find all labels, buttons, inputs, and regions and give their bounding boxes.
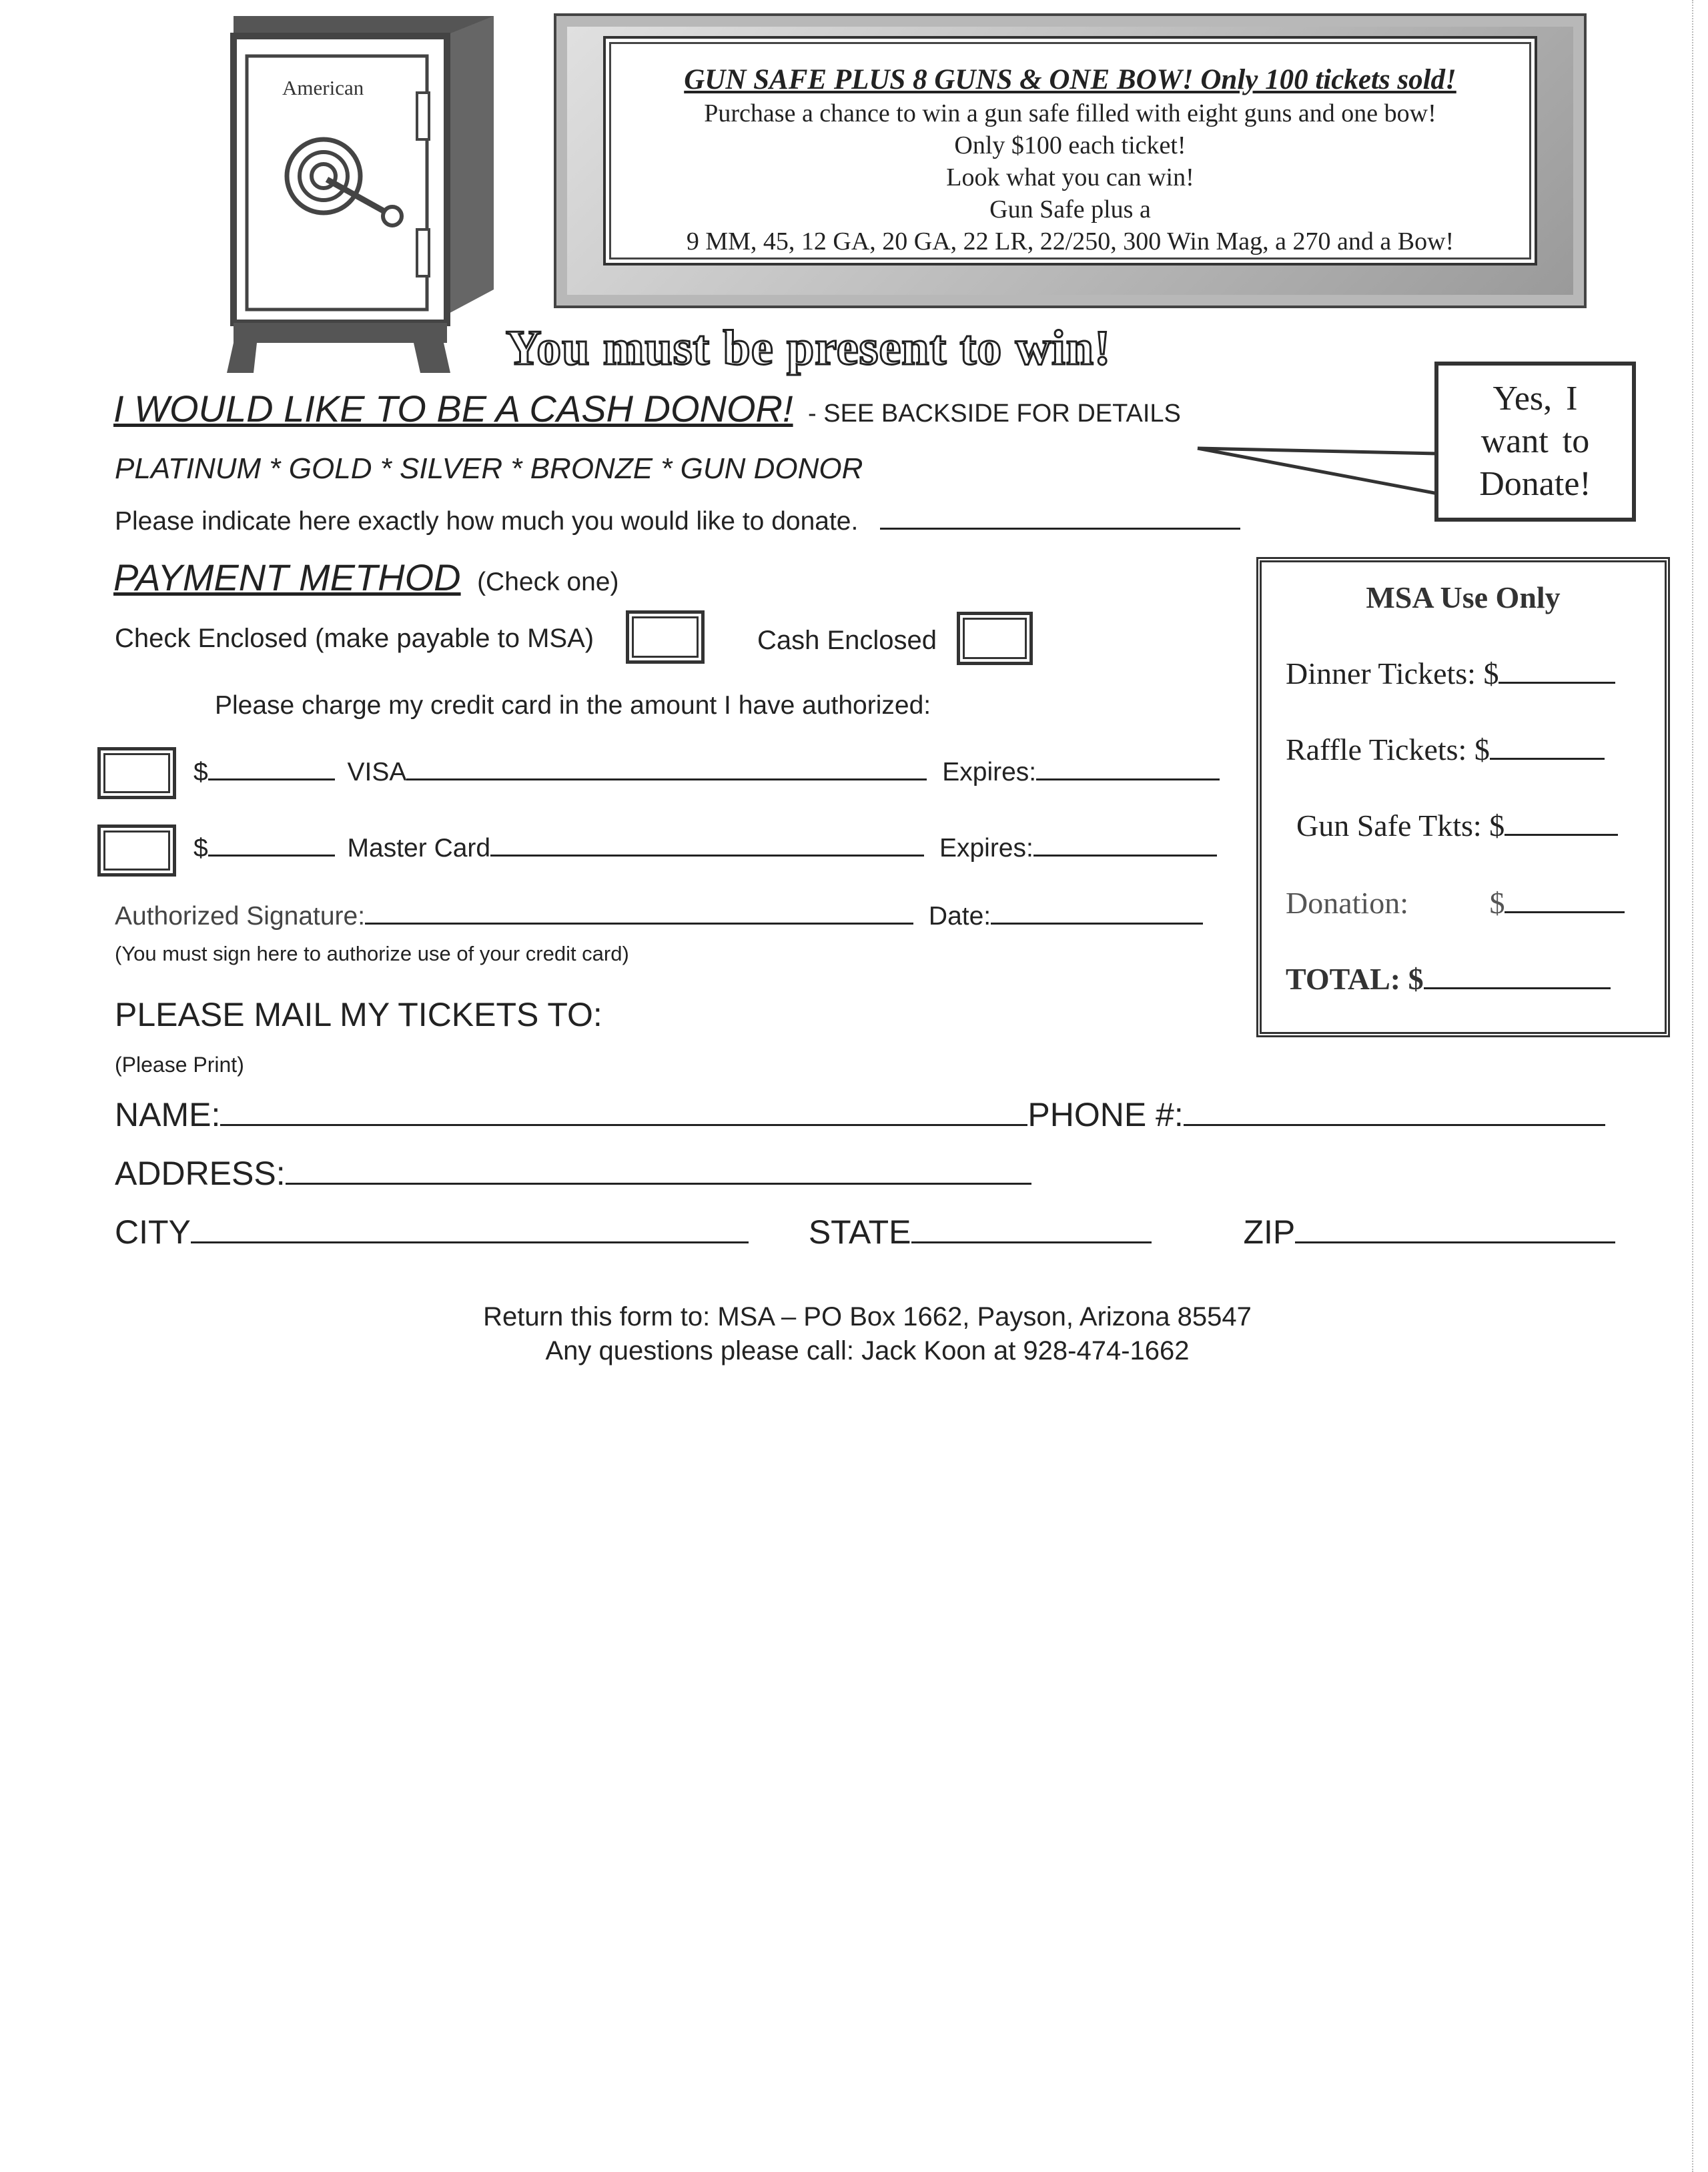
signature-field[interactable] [365,922,913,925]
total-label: TOTAL: $ [1286,962,1424,996]
visa-amount-field[interactable] [208,778,335,780]
gun-safe-tickets-label: Gun Safe Tkts: $ [1296,808,1505,843]
visa-card-number-field[interactable] [406,778,927,780]
cash-donor-heading: I WOULD LIKE TO BE A CASH DONOR! [113,388,793,430]
banner-line-4: Gun Safe plus a [989,195,1151,223]
name-field[interactable] [220,1123,1027,1126]
visa-label: VISA [347,758,407,786]
return-address: Return this form to: MSA – PO Box 1662, Payson, Arizona 85547 [483,1302,1252,1331]
please-print-note: (Please Print) [115,1053,244,1077]
mc-amount-field[interactable] [208,854,335,857]
banner-line-3: Look what you can win! [946,163,1194,191]
mastercard-checkbox[interactable] [97,825,176,877]
raffle-tickets-field[interactable] [1490,757,1605,760]
visa-expires-label: Expires: [942,758,1037,786]
banner-line-2: Only $100 each ticket! [954,131,1186,159]
date-field[interactable] [991,922,1203,925]
mc-expires-label: Expires: [939,834,1033,863]
check-enclosed-label: Check Enclosed (make payable to MSA) [115,624,594,653]
check-enclosed-checkbox[interactable] [626,610,705,664]
phone-label: PHONE #: [1027,1096,1184,1133]
donation-label: Donation: [1286,886,1408,920]
address-label: ADDRESS: [115,1155,286,1192]
phone-field[interactable] [1184,1123,1605,1126]
mastercard-label: Master Card [347,834,491,863]
msa-use-only-box [1256,557,1670,1037]
cash-enclosed-checkbox[interactable] [957,612,1033,665]
gun-safe-illustration [214,9,507,376]
safe-icon [214,9,507,376]
scan-edge-right [1692,0,1695,2172]
zip-label: ZIP [1243,1213,1296,1251]
mail-tickets-heading: PLEASE MAIL MY TICKETS TO: [115,996,602,1033]
donation-field[interactable] [1505,911,1625,913]
check-one-note: (Check one) [477,568,619,596]
donate-callout-text: Yes, I want to Donate! [1479,380,1591,503]
zip-field[interactable] [1295,1241,1615,1243]
banner-line-1: Purchase a chance to win a gun safe filled with eight guns and one bow! [704,99,1436,127]
payment-method-heading: PAYMENT METHOD [113,556,461,598]
present-to-win-notice: You must be present to win! [506,321,1112,376]
visa-checkbox[interactable] [97,747,176,799]
signature-label: Authorized Signature: [115,902,366,931]
name-label: NAME: [115,1096,221,1133]
credit-card-prompt: Please charge my credit card in the amount I have authorized: [215,691,931,720]
raffle-banner [554,13,1587,308]
state-field[interactable] [911,1241,1152,1243]
total-field[interactable] [1424,987,1611,989]
banner-headline: GUN SAFE PLUS 8 GUNS & ONE BOW! Only 100 tickets sold! [684,64,1456,95]
visa-expires-field[interactable] [1036,778,1220,780]
state-label: STATE [808,1213,911,1251]
dinner-tickets-field[interactable] [1499,681,1615,684]
city-label: CITY [115,1213,191,1251]
mc-dollar-sign: $ [193,834,208,863]
banner-line-5: 9 MM, 45, 12 GA, 20 GA, 22 LR, 22/250, 300 Win Mag, a 270 and a Bow! [686,227,1454,255]
raffle-tickets-label: Raffle Tickets: $ [1286,732,1490,766]
donor-levels: PLATINUM * GOLD * SILVER * BRONZE * GUN DONOR [115,452,863,485]
donate-callout [1434,362,1636,522]
date-label: Date: [928,902,991,931]
donation-dollar-sign: $ [1489,886,1505,920]
donation-amount-field[interactable] [880,527,1240,530]
msa-use-only-title: MSA Use Only [1366,580,1561,614]
callout-pointer [1191,427,1444,507]
safe-brand-label: American [282,76,364,99]
cash-enclosed-label: Cash Enclosed [757,626,937,655]
mc-expires-field[interactable] [1033,854,1217,857]
address-field[interactable] [286,1182,1031,1185]
visa-dollar-sign: $ [193,758,208,786]
gun-safe-tickets-field[interactable] [1505,833,1618,836]
signature-note: (You must sign here to authorize use of your credit card) [115,942,629,965]
see-backside-note: - SEE BACKSIDE FOR DETAILS [808,400,1181,428]
dinner-tickets-label: Dinner Tickets: $ [1286,656,1499,690]
donation-amount-label: Please indicate here exactly how much you would like to donate. [115,507,859,536]
mc-card-number-field[interactable] [490,854,924,857]
city-field[interactable] [191,1241,749,1243]
questions-contact: Any questions please call: Jack Koon at 928-474-1662 [545,1336,1190,1366]
